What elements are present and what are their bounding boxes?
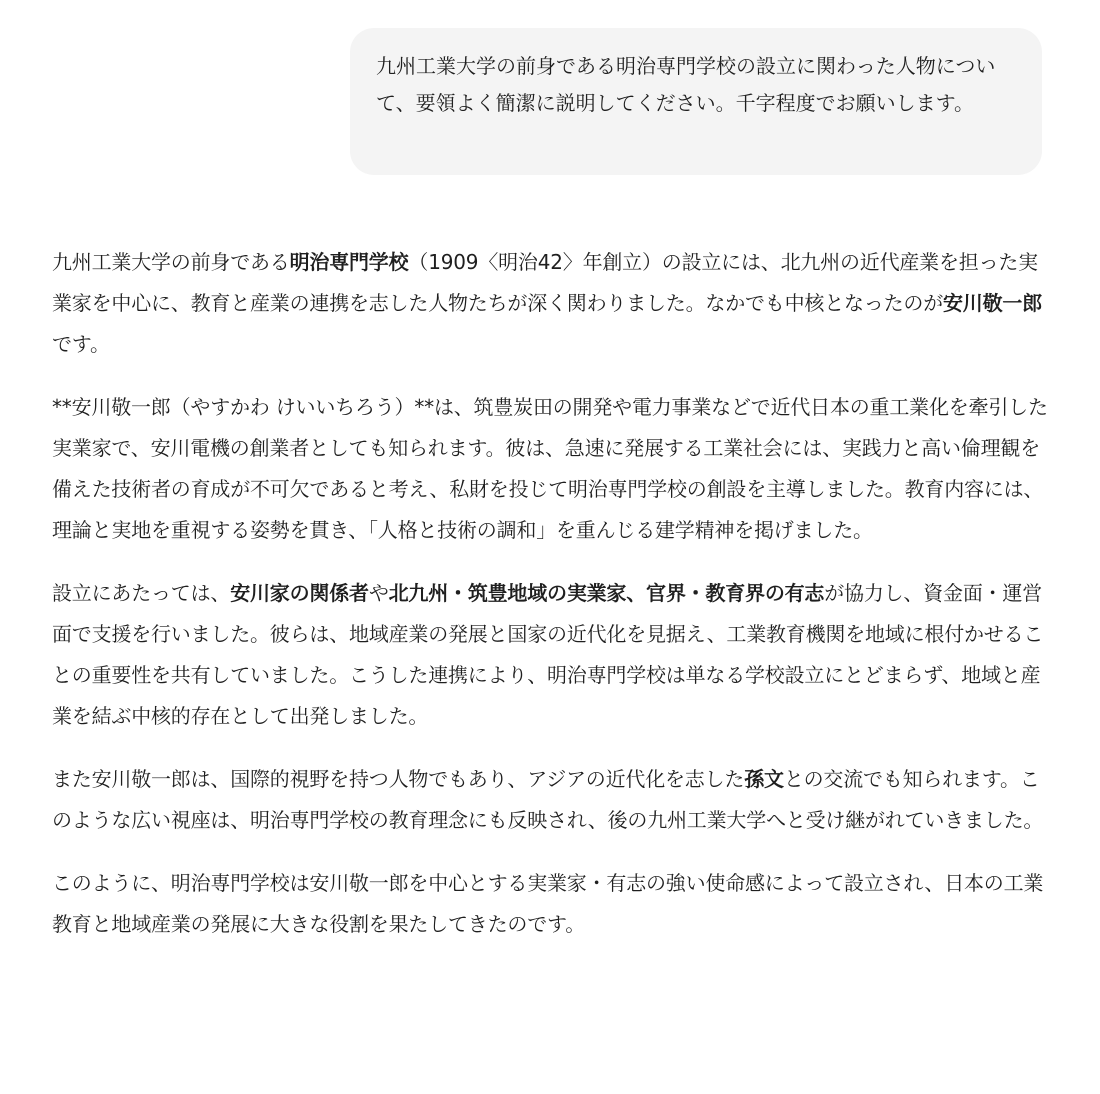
user-message-bubble [350,28,1042,175]
answer-bold-text: 孫文 [744,767,784,791]
answer-paragraph-2: **安川敬一郎（やすかわ けいいちろう）**は、筑豊炭田の開発や電力事業などで近代日本の重工業化を牽引した実業家で、安川電機の創業者としても知られます。彼は、急速に発展する工業社会には、実践力と高い倫理観を備えた技術者の育成が不可欠であると考え、私財を投じて明治専門学校の創設を主導しました。教育内容には、理論と実地を重視する姿勢を貫き、「人格と技術の調和」を重んじる建学精神を掲げました。 [52,395,1048,542]
answer-paragraph-5: このように、明治専門学校は安川敬一郎を中心とする実業家・有志の強い使命感によって設立され、日本の工業教育と地域産業の発展に大きな役割を果たしてきたのです。 [52,871,1044,936]
answer-text: （1909〈明治42〉年創立）の設立には、北九州の近代産業を担った実業家を中心に、教育と産業の連携を志した人物たちが深く関わりました。なかでも中核となったのが [52,250,1038,315]
answer-text: や [368,581,389,605]
answer-text: 設立にあたっては、 [52,581,231,605]
answer-paragraph-4 [52,759,1052,841]
answer-bold-text: 北九州・筑豊地域の実業家、官界・教育界の有志 [388,581,825,605]
assistant-response [52,242,1052,967]
answer-text: 九州工業大学の前身である [52,250,290,274]
answer-text: です。 [52,332,110,356]
answer-bold-text: 安川家の関係者 [230,581,369,605]
answer-paragraph-1 [52,242,1052,365]
answer-text: また安川敬一郎は、国際的視野を持つ人物でもあり、アジアの近代化を志した [52,767,745,791]
answer-paragraph-3 [52,573,1052,737]
answer-text: が協力し、資金面・運営面で支援を行いました。彼らは、地域産業の発展と国家の近代化を見据え、工業教育機関を地域に根付かせることの重要性を共有していました。こうした連携により、明治専門学校は単なる学校設立にとどまらず、地域と産業を結ぶ中核的存在として出発しました。 [52,581,1044,728]
answer-bold-text: 安川敬一郎 [943,291,1042,315]
answer-text: との交流でも知られます。このような広い視座は、明治専門学校の教育理念にも反映され、後の九州工業大学へと受け継がれていきました。 [52,767,1044,832]
user-message-text: 九州工業大学の前身である明治専門学校の設立に関わった人物について、要領よく簡潔に説明してください。千字程度でお願いします。 [376,54,996,115]
answer-bold-text: 明治専門学校 [289,250,409,274]
